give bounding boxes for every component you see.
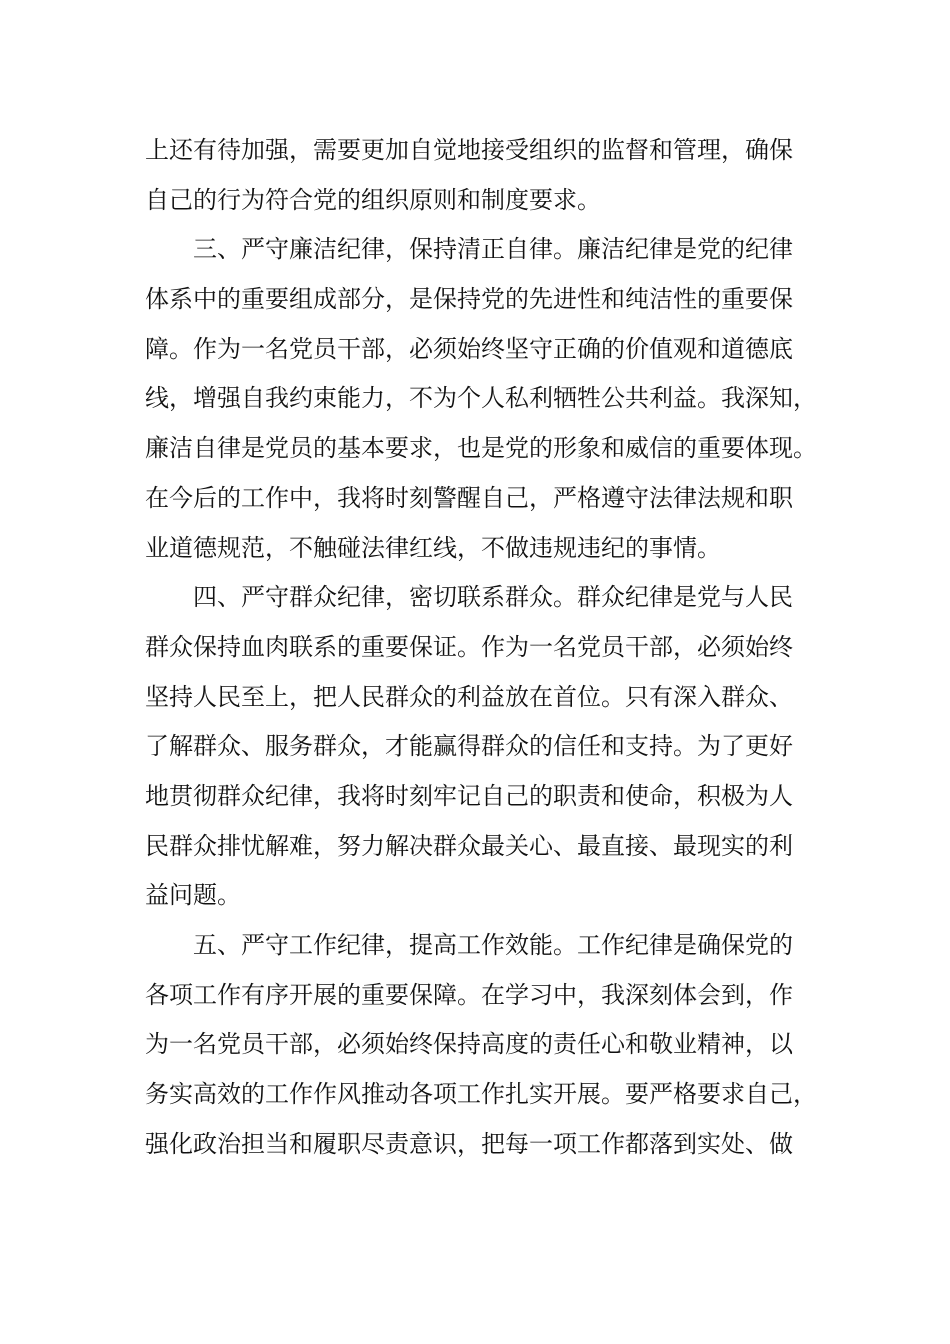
text-line-9: 业道德规范，不触碰法律红线，不做违规违纪的事情。	[145, 533, 721, 562]
text-line-7: 廉洁自律是党员的基本要求，也是党的形象和威信的重要体现。	[145, 434, 817, 463]
text-line-6: 线，增强自我约束能力，不为个人私利牺牲公共利益。我深知，	[145, 384, 817, 413]
text-line-1: 上还有待加强，需要更加自觉地接受组织的监督和管理，确保	[145, 136, 793, 164]
text-line-2: 自己的行为符合党的组织原则和制度要求。	[145, 185, 601, 214]
text-line-8: 在今后的工作中，我将时刻警醒自己，严格遵守法律法规和职	[145, 483, 793, 512]
text-line-12: 坚持人民至上，把人民群众的利益放在首位。只有深入群众、	[145, 682, 793, 711]
text-line-16: 益问题。	[145, 881, 241, 910]
text-line-17: 五、严守工作纪律，提高工作效能。工作纪律是确保党的	[145, 931, 793, 959]
text-line-10: 四、严守群众纪律，密切联系群众。群众纪律是党与人民	[145, 583, 793, 612]
text-line-5: 障。作为一名党员干部，必须始终坚守正确的价值观和道德底	[145, 334, 793, 363]
text-line-19: 为一名党员干部，必须始终保持高度的责任心和敬业精神，以	[145, 1030, 793, 1059]
text-line-20: 务实高效的工作作风推动各项工作扎实开展。要严格要求自己，	[145, 1080, 817, 1109]
text-line-11: 群众保持血肉联系的重要保证。作为一名党员干部，必须始终	[145, 632, 793, 661]
text-line-4: 体系中的重要组成部分，是保持党的先进性和纯洁性的重要保	[145, 285, 793, 314]
text-line-18: 各项工作有序开展的重要保障。在学习中，我深刻体会到，作	[145, 980, 793, 1009]
text-line-15: 民群众排忧解难，努力解决群众最关心、最直接、最现实的利	[145, 831, 793, 860]
text-line-21: 强化政治担当和履职尽责意识，把每一项工作都落到实处、做	[145, 1129, 793, 1158]
text-line-13: 了解群众、服务群众，才能赢得群众的信任和支持。为了更好	[145, 732, 793, 761]
text-line-3: 三、严守廉洁纪律，保持清正自律。廉洁纪律是党的纪律	[145, 235, 793, 264]
text-line-14: 地贯彻群众纪律，我将时刻牢记自己的职责和使命，积极为人	[145, 781, 793, 810]
body-text	[145, 126, 817, 1169]
